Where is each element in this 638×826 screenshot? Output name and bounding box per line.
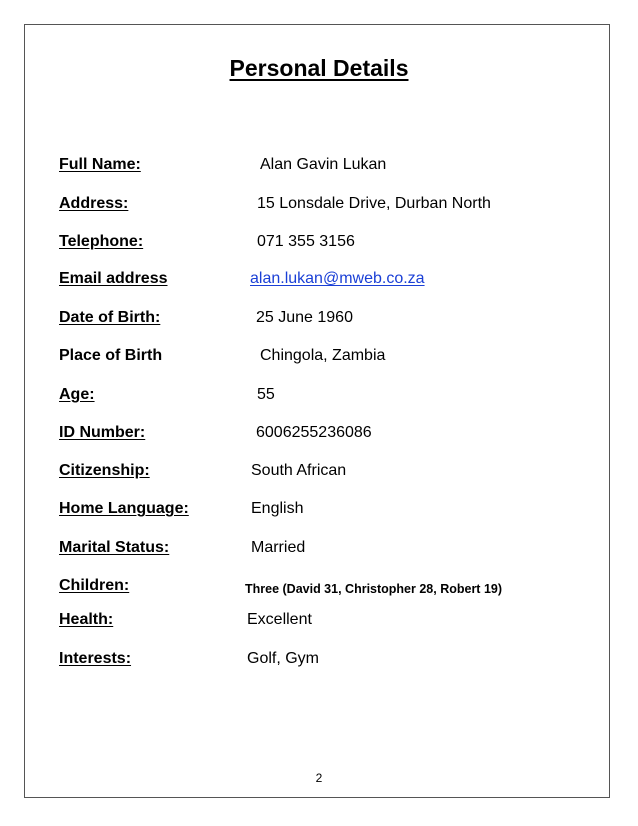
interests-value: Golf, Gym	[247, 650, 320, 667]
field-citizenship	[59, 460, 599, 484]
date-of-birth-value: 25 June 1960	[256, 309, 353, 326]
home-language-value: English	[251, 500, 304, 517]
marital-status-value: Married	[251, 539, 306, 556]
field-age	[59, 384, 599, 408]
telephone-label: Telephone:	[59, 233, 144, 250]
email-label: Email address	[59, 270, 168, 287]
age-value: 55	[257, 386, 275, 403]
children-value: Three (David 31, Christopher 28, Robert 19)	[245, 582, 503, 596]
field-telephone	[59, 231, 599, 255]
full-name-value: Alan Gavin Lukan	[260, 156, 387, 173]
field-date-of-birth	[59, 307, 599, 331]
children-label: Children:	[59, 577, 130, 594]
full-name-label: Full Name:	[59, 156, 141, 173]
email-link[interactable]: alan.lukan@mweb.co.za	[250, 270, 425, 287]
citizenship-value: South African	[251, 462, 347, 479]
age-label: Age:	[59, 386, 95, 403]
field-id-number	[59, 422, 599, 446]
field-marital-status	[59, 537, 599, 561]
field-health	[59, 609, 599, 633]
field-email	[59, 268, 599, 292]
address-value: 15 Lonsdale Drive, Durban North	[257, 195, 491, 212]
field-home-language	[59, 498, 599, 522]
citizenship-label: Citizenship:	[59, 462, 150, 479]
id-number-label: ID Number:	[59, 424, 146, 441]
field-address	[59, 193, 599, 217]
place-of-birth-label: Place of Birth	[59, 347, 163, 364]
field-interests	[59, 648, 599, 672]
page-title: Personal Details	[229, 55, 409, 81]
field-full-name	[59, 154, 599, 178]
health-value: Excellent	[247, 611, 312, 628]
page-number: 2	[315, 771, 323, 785]
marital-status-label: Marital Status:	[59, 539, 170, 556]
place-of-birth-value: Chingola, Zambia	[260, 347, 386, 364]
page-border	[24, 24, 610, 798]
health-label: Health:	[59, 611, 114, 628]
field-place-of-birth	[59, 345, 599, 369]
address-label: Address:	[59, 195, 129, 212]
telephone-value: 071 355 3156	[257, 233, 355, 250]
date-of-birth-label: Date of Birth:	[59, 309, 161, 326]
id-number-value: 6006255236086	[256, 424, 372, 441]
field-children	[59, 575, 599, 599]
interests-label: Interests:	[59, 650, 132, 667]
home-language-label: Home Language:	[59, 500, 189, 517]
